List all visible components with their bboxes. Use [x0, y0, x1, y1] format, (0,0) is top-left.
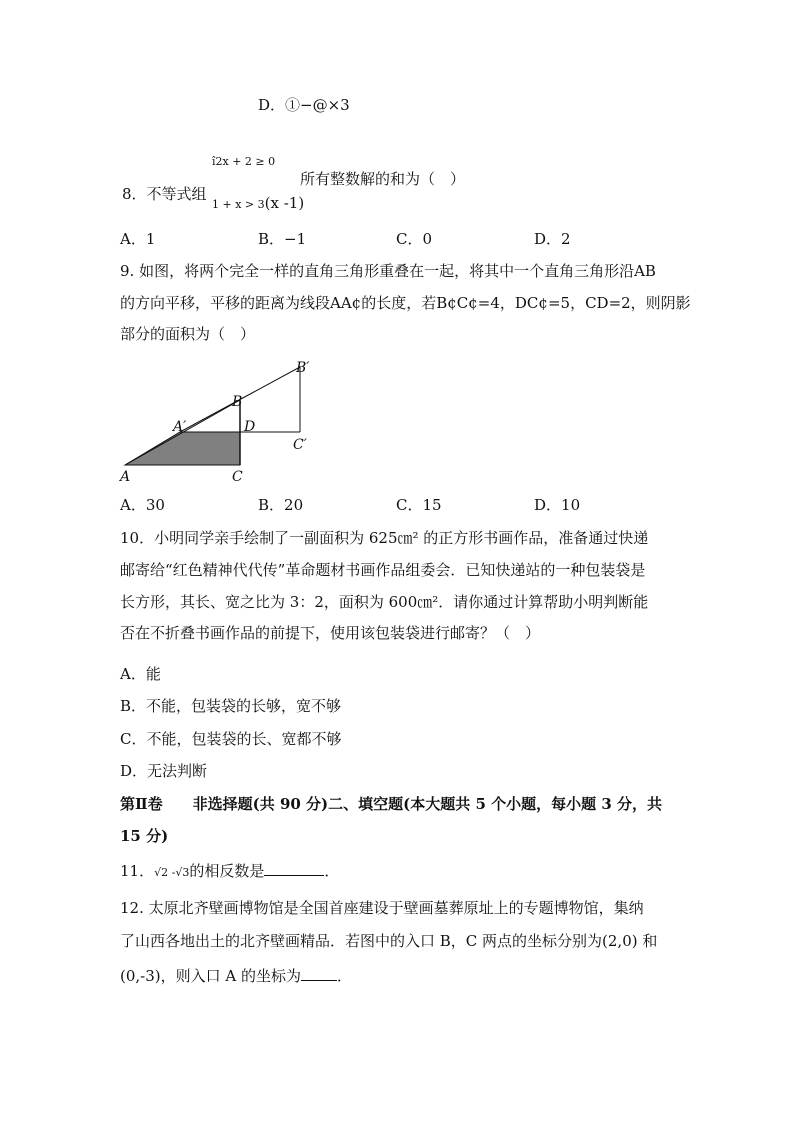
q10-line-3: 长方形，其长、宽之比为 3：2，面积为 600㎝²．请你通过计算帮助小明判断能 [120, 593, 649, 611]
q8-number: 8．不等式组 [122, 185, 207, 203]
q8-option-a: A．1 [120, 230, 156, 248]
q11-line: 11．√2 -√3的相反数是 ． [120, 862, 340, 880]
q8-inequality-2: 1 + x > 3(x -1) [212, 194, 305, 212]
q9-line-1: 9. 如图，将两个完全一样的直角三角形重叠在一起，将其中一个直角三角形沿AB [120, 262, 656, 280]
label-B: B [232, 394, 243, 410]
q10-option-b: B．不能，包装袋的长够，宽不够 [120, 697, 342, 715]
shaded-region [125, 432, 240, 465]
q12-line-1: 12. 太原北齐壁画博物馆是全国首座建设于壁画墓葬原址上的专题博物馆，集纳 [120, 899, 644, 917]
q8-option-b: B．−1 [258, 230, 307, 248]
label-C: C [232, 469, 243, 485]
q10-option-c: C．不能，包装袋的长、宽都不够 [120, 730, 342, 748]
q10-line-1: 10．小明同学亲手绘制了一副面积为 625㎝² 的正方形书画作品，准备通过快递 [120, 529, 649, 547]
label-A-prime: A′ [173, 419, 187, 435]
label-C-prime: C′ [293, 437, 307, 453]
q9-line-3: 部分的面积为（ ） [120, 325, 256, 343]
q11-answer-blank [264, 861, 324, 876]
label-D: D [244, 419, 256, 435]
q7-option-d: D．①−@×3 [258, 96, 350, 114]
q12-line-2: 了山西各地出土的北齐壁画精品．若图中的入口 B，C 两点的坐标分别为(2,0) 和 [120, 932, 658, 950]
q8-option-c: C．0 [396, 230, 433, 248]
q9-option-d: D．10 [534, 496, 581, 514]
q10-line-4: 否在不折叠书画作品的前提下，使用该包装袋进行邮寄？（ ） [120, 624, 541, 642]
q10-option-d: D．无法判断 [120, 762, 208, 780]
q10-option-a: A．能 [120, 665, 161, 683]
label-A: A [120, 469, 131, 485]
q12-answer-blank [301, 966, 337, 981]
q8-option-d: D．2 [534, 230, 571, 248]
q12-line-3: (0,-3)，则入口 A 的坐标为 ． [120, 967, 353, 985]
q9-figure [110, 355, 330, 490]
section-2-header-line-1: 第Ⅱ卷 非选择题(共 90 分)二、填空题(本大题共 5 个小题，每小题 3 分，共 [120, 795, 663, 813]
q8-inequality-1: î2x + 2 ≥ 0 [212, 155, 276, 168]
q9-option-b: B．20 [258, 496, 304, 514]
q9-line-2: 的方向平移，平移的距离为线段AA¢的长度，若B¢C¢=4，DC¢=5，CD=2，则阴影 [120, 294, 691, 312]
q9-option-c: C．15 [396, 496, 442, 514]
q8-question-tail: 所有整数解的和为（ ） [300, 170, 466, 188]
q10-line-2: 邮寄给“红色精神代代传”革命题材书画作品组委会．已知快递站的一种包装袋是 [120, 561, 646, 579]
q11-expression: √2 -√3 [154, 866, 190, 879]
section-2-header-line-2: 15 分) [120, 827, 169, 845]
q9-option-a: A．30 [120, 496, 165, 514]
label-B-prime: B′ [296, 360, 310, 376]
